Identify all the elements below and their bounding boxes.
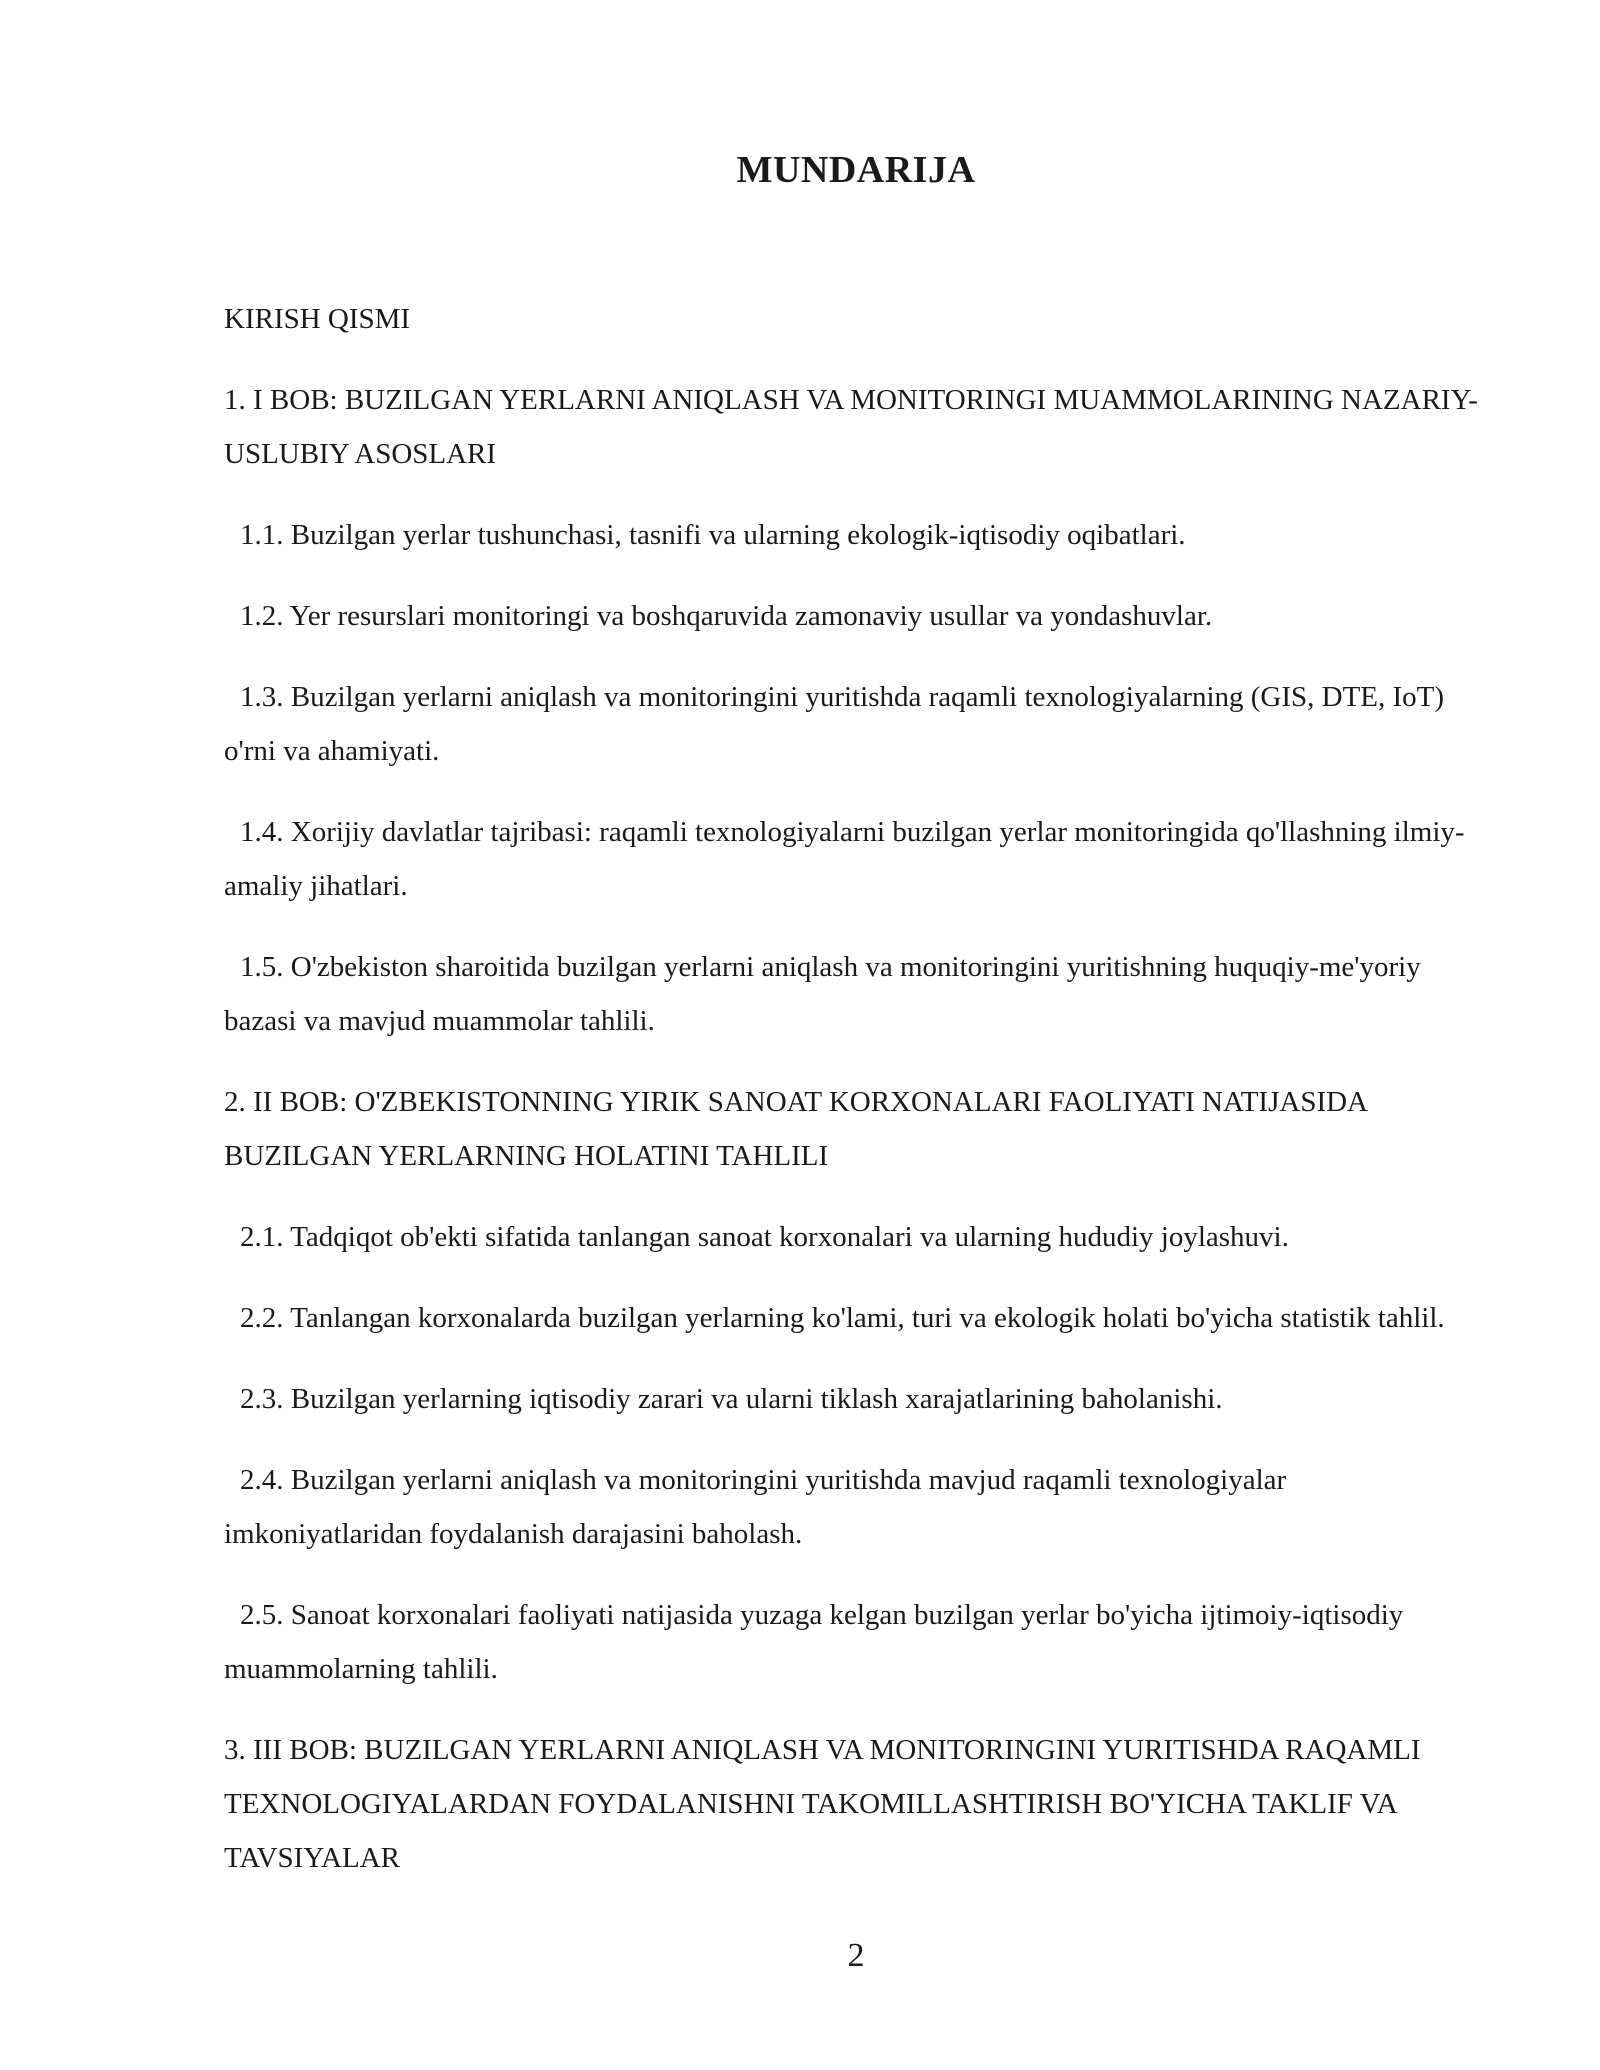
- toc-entry-section-1-3: 1.3. Buzilgan yerlarni aniqlash va monitoringini yuritishda raqamli texnologiyalarning (GIS, DTE, IoT) o'rni va ahamiyati.: [224, 681, 1445, 767]
- toc-entry-introduction: KIRISH QISMI: [224, 303, 411, 335]
- toc-entry-section-2-2: 2.2. Tanlangan korxonalarda buzilgan yerlarning ko'lami, turi va ekologik holati bo'yicha statistik tahlil.: [240, 1302, 1445, 1334]
- toc-entry-section-2-5: 2.5. Sanoat korxonalari faoliyati natijasida yuzaga kelgan buzilgan yerlar bo'yicha ijtimoiy-iqtisodiy muammolarning tahlili.: [224, 1599, 1404, 1685]
- table-of-contents: [224, 292, 1486, 1912]
- toc-entry-chapter-2: 2. II BOB: O'ZBEKISTONNING YIRIK SANOAT KORXONALARI FAOLIYATI NATIJASIDA BUZILGAN YERLARNING HOLATINI TAHLILI: [224, 1086, 1367, 1172]
- toc-entry-section-1-2: 1.2. Yer resurslari monitoringi va boshqaruvida zamonaviy usullar va yondashuvlar.: [240, 600, 1213, 632]
- toc-entry-section-2-4: 2.4. Buzilgan yerlarni aniqlash va monitoringini yuritishda mavjud raqamli texnologiyalar imkoniyatlaridan foydalanish darajasini baholash.: [224, 1464, 1287, 1550]
- toc-entry-section-2-1: 2.1. Tadqiqot ob'ekti sifatida tanlangan sanoat korxonalari va ularning hududiy joylashuvi.: [240, 1221, 1289, 1253]
- page-title: MUNDARIJA: [736, 149, 976, 191]
- toc-entry-section-1-5: 1.5. O'zbekiston sharoitida buzilgan yerlarni aniqlash va monitoringini yuritishning huquqiy-me'yoriy bazasi va mavjud muammolar tahlili.: [224, 951, 1421, 1037]
- toc-entry-chapter-3: 3. III BOB: BUZILGAN YERLARNI ANIQLASH VA MONITORINGINI YURITISHDA RAQAMLI TEXNOLOGIYALARDAN FOYDALANISHNI TAKOMILLASHTIRISH BO'YICHA TAKLIF VA TAVSIYALAR: [224, 1734, 1421, 1874]
- page-number: 2: [847, 1937, 865, 1974]
- toc-entry-section-1-1: 1.1. Buzilgan yerlar tushunchasi, tasnifi va ularning ekologik-iqtisodiy oqibatlari.: [240, 519, 1186, 551]
- toc-entry-section-2-3: 2.3. Buzilgan yerlarning iqtisodiy zarari va ularni tiklash xarajatlarining baholanishi.: [240, 1383, 1223, 1415]
- toc-entry-section-1-4: 1.4. Xorijiy davlatlar tajribasi: raqamli texnologiyalarni buzilgan yerlar monitoringida qo'llashning ilmiy-amaliy jihatlari.: [224, 816, 1465, 902]
- toc-entry-chapter-1: 1. I BOB: BUZILGAN YERLARNI ANIQLASH VA MONITORINGI MUAMMOLARINING NAZARIY-USLUBIY ASOSLARI: [224, 384, 1478, 470]
